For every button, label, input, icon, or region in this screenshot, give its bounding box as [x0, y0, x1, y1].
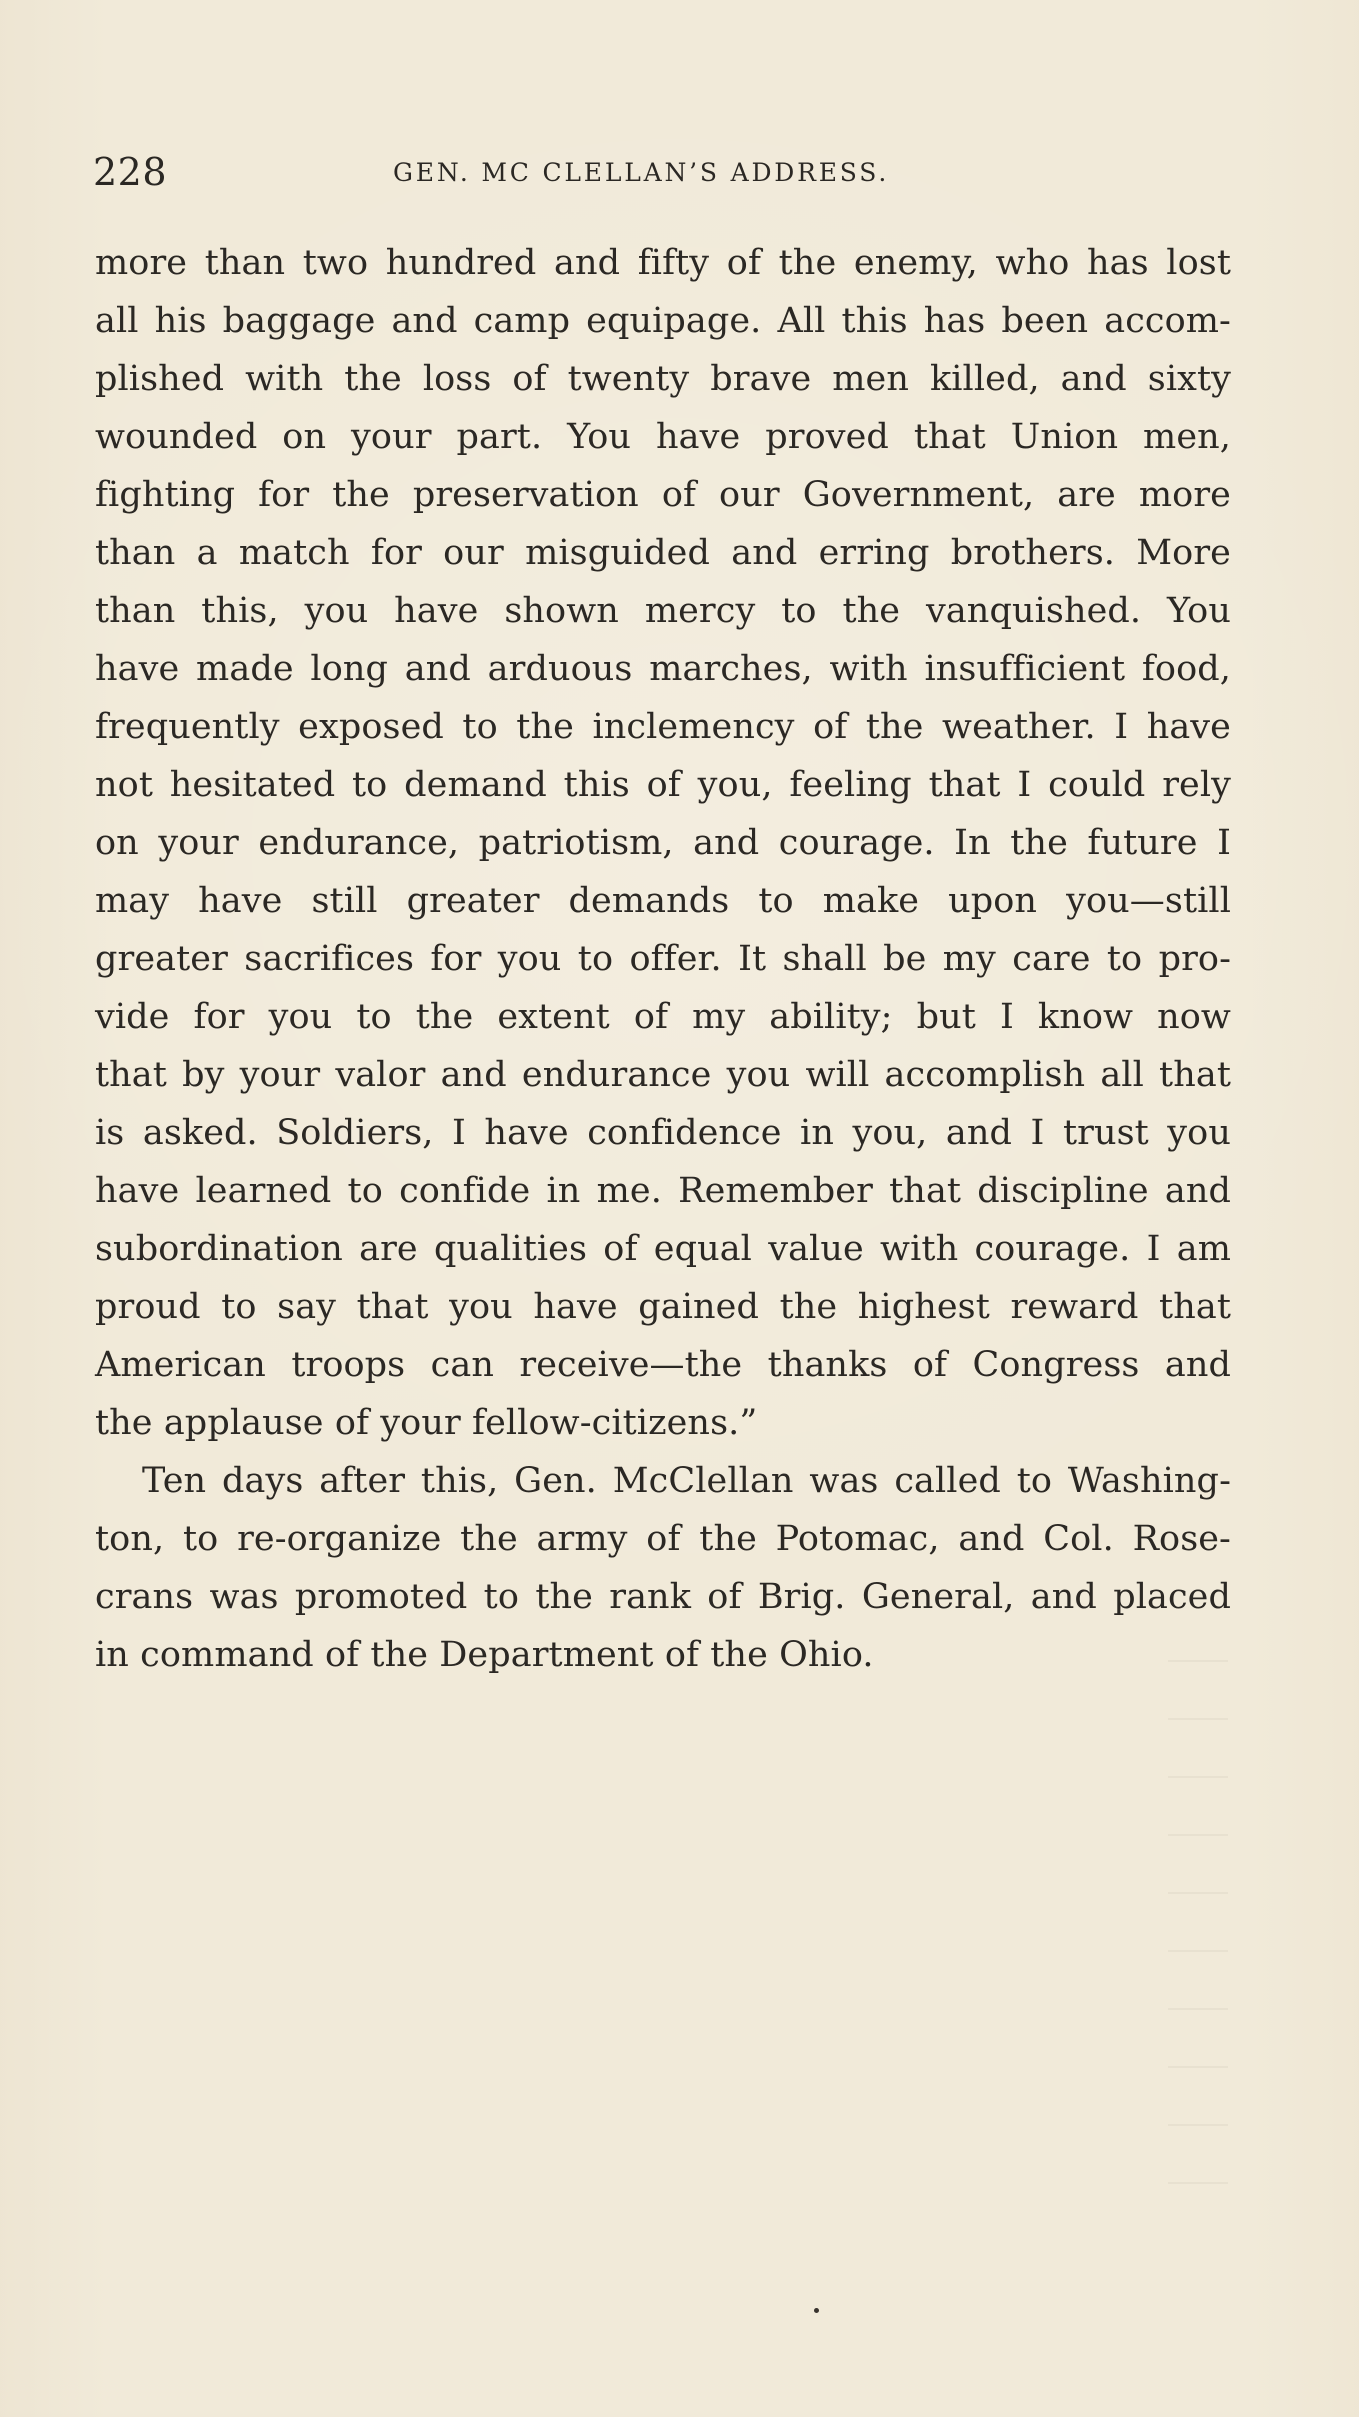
- text-line-23: ton, to re-organize the army of the Potomac, and Col. Rose-: [95, 1519, 1231, 1559]
- text-line-10: not hesitated to demand this of you, feeling that I could rely: [95, 765, 1231, 805]
- text-line-3: plished with the loss of twenty brave men killed, and sixty: [95, 359, 1231, 399]
- text-line-25: in command of the Department of the Ohio.: [95, 1635, 874, 1675]
- text-line-16: is asked. Soldiers, I have confidence in you, and I trust you: [95, 1113, 1231, 1153]
- text-line-8: have made long and arduous marches, with insufficient food,: [95, 649, 1231, 689]
- bleed-through-text: [1168, 1660, 1228, 2210]
- text-line-12: may have still greater demands to make upon you—still: [95, 881, 1231, 921]
- text-line-19: proud to say that you have gained the highest reward that: [95, 1287, 1231, 1327]
- text-line-22: Ten days after this, Gen. McClellan was called to Washing-: [142, 1461, 1231, 1501]
- text-line-15: that by your valor and endurance you will accomplish all that: [95, 1055, 1231, 1095]
- text-line-1: more than two hundred and fifty of the enemy, who has lost: [95, 243, 1231, 283]
- page-number: 228: [93, 150, 168, 194]
- text-line-13: greater sacrifices for you to offer. It shall be my care to pro-: [95, 939, 1231, 979]
- text-line-14: vide for you to the extent of my ability; but I know now: [95, 997, 1231, 1037]
- page-header: [93, 148, 1233, 196]
- text-line-2: all his baggage and camp equipage. All this has been accom-: [95, 301, 1231, 341]
- text-line-11: on your endurance, patriotism, and courage. In the future I: [95, 823, 1231, 863]
- text-line-18: subordination are qualities of equal value with courage. I am: [95, 1229, 1231, 1269]
- text-line-6: than a match for our misguided and erring brothers. More: [95, 533, 1231, 573]
- running-head: GEN. MC CLELLAN’S ADDRESS.: [393, 158, 890, 187]
- text-line-5: fighting for the preservation of our Government, are more: [95, 475, 1231, 515]
- text-line-20: American troops can receive—the thanks of Congress and: [95, 1345, 1231, 1385]
- text-line-17: have learned to confide in me. Remember that discipline and: [95, 1171, 1231, 1211]
- print-dot: [814, 2308, 819, 2313]
- text-line-4: wounded on your part. You have proved that Union men,: [95, 417, 1231, 457]
- text-line-21: the applause of your fellow-citizens.”: [95, 1403, 758, 1443]
- text-line-9: frequently exposed to the inclemency of the weather. I have: [95, 707, 1231, 747]
- page-body: [95, 235, 1231, 1675]
- text-line-7: than this, you have shown mercy to the vanquished. You: [95, 591, 1231, 631]
- text-line-24: crans was promoted to the rank of Brig. General, and placed: [95, 1577, 1231, 1617]
